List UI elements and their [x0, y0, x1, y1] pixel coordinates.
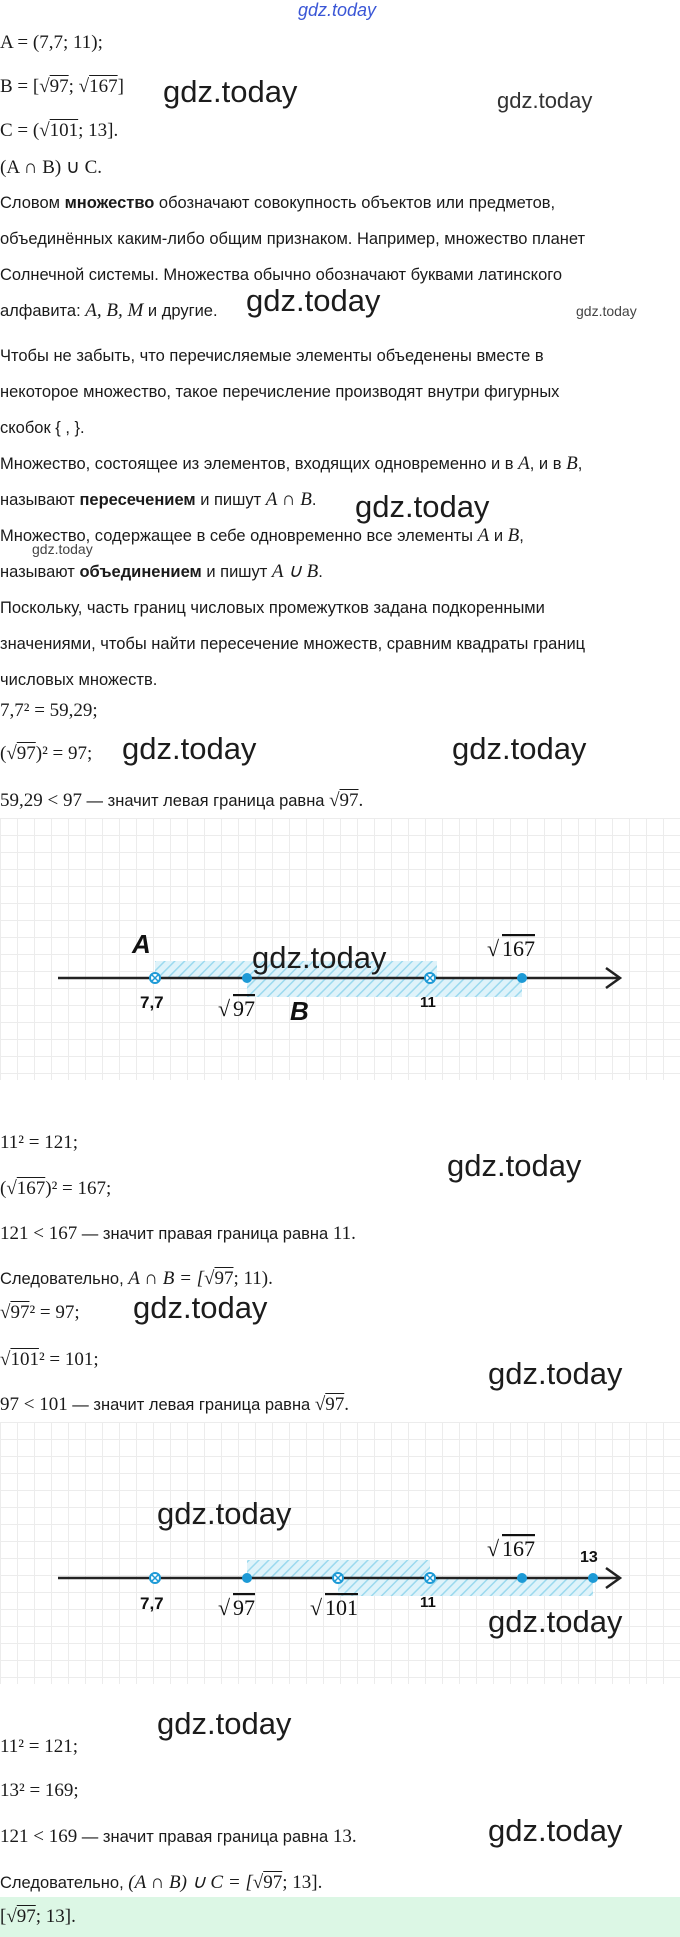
theory-line: Множество, содержащее в себе одновременно все элементы A и B,	[0, 525, 524, 546]
watermark: gdz.today	[488, 1356, 623, 1391]
number-line-diagram-union	[0, 1422, 680, 1684]
point-13	[588, 1573, 598, 1583]
calc-line: Следовательно, (A ∩ B) ∪ C = [√97; 13].	[0, 1872, 323, 1893]
tick-7-7: 7,7	[140, 1594, 164, 1613]
watermark: gdz.today	[452, 731, 587, 766]
set-c-definition: C = (√101; 13].	[0, 120, 119, 141]
watermark: gdz.today	[355, 489, 490, 524]
watermark: gdz.today	[488, 1813, 623, 1848]
watermark: gdz.today	[576, 303, 637, 319]
tick-sqrt101: 101	[325, 1595, 358, 1620]
watermark: gdz.today	[32, 541, 93, 557]
tick-7-7: 7,7	[140, 993, 164, 1012]
set-b-hatch	[247, 978, 522, 997]
tick-sqrt97: 97	[233, 1595, 255, 1620]
theory-line: значениями, чтобы найти пересечение множеств, сравним квадраты границ	[0, 635, 586, 653]
watermark: gdz.today	[133, 1290, 268, 1325]
theory-line: Словом множество обозначают совокупность объектов или предметов,	[0, 194, 556, 212]
tick-11: 11	[420, 1594, 436, 1611]
tick-sqrt101-sign: √	[310, 1595, 323, 1620]
watermark: gdz.today	[122, 731, 257, 766]
theory-line: называют объединением и пишут A ∪ B.	[0, 561, 323, 582]
point-sqrt167	[517, 973, 527, 983]
theory-line: алфавита: A, B, M и другие.	[0, 300, 218, 321]
calc-line: 121 < 169 — значит правая граница равна 13.	[0, 1826, 357, 1847]
answer-box	[0, 1897, 680, 1937]
point-sqrt97	[242, 973, 252, 983]
watermark: gdz.today	[497, 88, 593, 113]
calc-line: √97² = 97;	[0, 1302, 80, 1323]
tick-sqrt97-sign: √	[218, 1595, 231, 1620]
watermark: gdz.today	[157, 1496, 292, 1531]
expression: (A ∩ B) ∪ C.	[0, 157, 103, 178]
tick-sqrt167: 167	[502, 936, 535, 961]
point-sqrt167	[517, 1573, 527, 1583]
calc-line: (√97)² = 97;	[0, 743, 93, 764]
point-sqrt97	[242, 1573, 252, 1583]
watermark: gdz.today	[447, 1148, 582, 1183]
set-a-definition: A = (7,7; 11);	[0, 32, 103, 53]
tick-11: 11	[420, 994, 436, 1011]
theory-line: Солнечной системы. Множества обычно обозначают буквами латинского	[0, 266, 563, 284]
watermark: gdz.today	[252, 940, 387, 975]
watermark: gdz.today	[488, 1604, 623, 1639]
theory-line: скобок { , }.	[0, 419, 85, 437]
tick-sqrt97-sign: √	[218, 996, 231, 1021]
theory-line: числовых множеств.	[0, 671, 158, 689]
theory-line: объединённых каким-либо общим признаком. Например, множество планет	[0, 230, 586, 248]
theory-line: Поскольку, часть границ числовых промежутков задана подкоренными	[0, 599, 545, 617]
tick-sqrt167-sign: √	[487, 1536, 500, 1561]
set-c-hatch	[338, 1578, 593, 1596]
calc-line: 7,7² = 59,29;	[0, 700, 98, 721]
label-a: A	[132, 929, 151, 959]
label-b: B	[290, 996, 309, 1026]
watermark: gdz.today	[246, 283, 381, 318]
tick-sqrt97: 97	[233, 996, 255, 1021]
watermark: gdz.today	[157, 1706, 292, 1741]
theory-line: некоторое множество, такое перечисление производят внутри фигурных	[0, 383, 560, 401]
calc-line: 121 < 167 — значит правая граница равна 11.	[0, 1223, 356, 1244]
number-line-2-svg	[0, 1422, 680, 1684]
set-b-definition: B = [√97; √167]	[0, 76, 124, 97]
calc-line: 97 < 101 — значит левая граница равна √97.	[0, 1394, 350, 1415]
calc-line: (√167)² = 167;	[0, 1178, 112, 1199]
theory-line: называют пересечением и пишут A ∩ B.	[0, 489, 317, 510]
calc-line: 13² = 169;	[0, 1780, 79, 1801]
header-watermark: gdz.today	[298, 0, 377, 20]
calc-line: 11² = 121;	[0, 1132, 78, 1153]
theory-line: Чтобы не забыть, что перечисляемые элементы объеденены вместе в	[0, 347, 544, 365]
tick-13: 13	[580, 1549, 598, 1566]
calc-line: Следовательно, A ∩ B = [√97; 11).	[0, 1268, 273, 1289]
tick-sqrt167-sign: √	[487, 936, 500, 961]
theory-line: Множество, состоящее из элементов, входящих одновременно и в A, и в B,	[0, 453, 583, 474]
calc-line: √101² = 101;	[0, 1349, 99, 1370]
tick-sqrt167: 167	[502, 1536, 535, 1561]
watermark: gdz.today	[163, 74, 298, 109]
answer-value: [√97; 13].	[0, 1906, 76, 1927]
calc-line: 11² = 121;	[0, 1736, 78, 1757]
calc-line: 59,29 < 97 — значит левая граница равна √97.	[0, 790, 364, 811]
